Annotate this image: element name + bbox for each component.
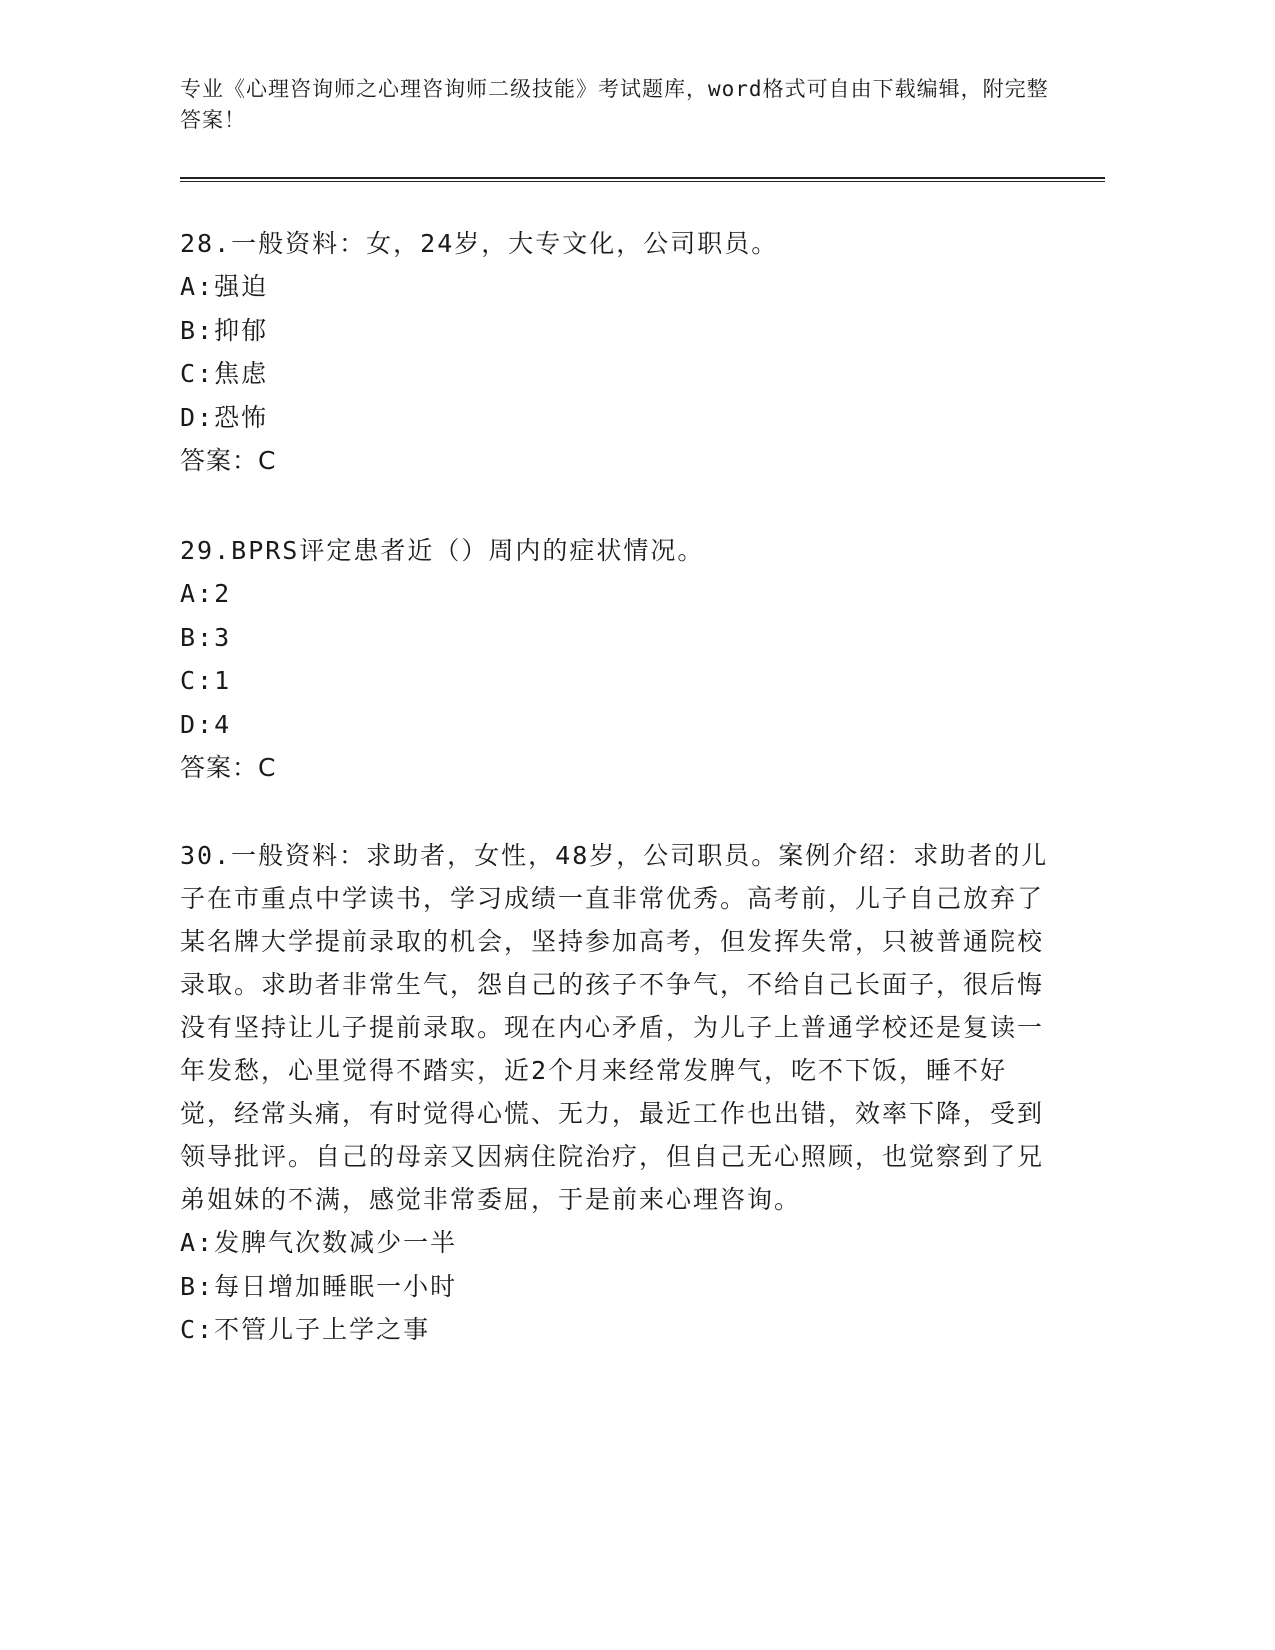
option-b: B:抑郁 [180, 315, 269, 345]
question-stem: 29.BPRS评定患者近（）周内的症状情况。 [180, 536, 705, 565]
answer-label: 答案：C [180, 446, 277, 475]
document-header: 专业《心理咨询师之心理咨询师二级技能》考试题库，word格式可自由下载编辑，附完整答案！ [180, 77, 1049, 132]
option-d: D:4 [180, 709, 232, 739]
question-28 [180, 222, 1050, 483]
header-divider [180, 177, 1105, 182]
option-b: B:每日增加睡眠一小时 [180, 1271, 458, 1301]
option-a: A:发脾气次数减少一半 [180, 1228, 458, 1257]
option-a: A:强迫 [180, 272, 269, 301]
option-c: C:1 [180, 666, 232, 695]
option-a: A:2 [180, 579, 232, 608]
question-30 [180, 834, 1050, 1352]
option-b: B:3 [180, 622, 232, 652]
option-c: C:焦虑 [180, 359, 269, 388]
question-29 [180, 529, 1050, 790]
question-stem: 28.一般资料：女，24岁，大专文化，公司职员。 [180, 229, 779, 258]
question-stem: 30.一般资料：求助者，女性，48岁，公司职员。案例介绍：求助者的儿子在市重点中学读书，学习成绩一直非常优秀。高考前，儿子自己放弃了某名牌大学提前录取的机会，坚持参加高考，但发挥失常，只被普通院校录取。求助者非常生气，怨自己的孩子不争气，不给自己长面子，很后悔没有坚持让儿子提前录取。现在内心矛盾，为儿子上普通学校还是复读一年发愁，心里觉得不踏实，近2个月来经常发脾气，吃不下饭，睡不好觉，经常头痛，有时觉得心慌、无力，最近工作也出错，效率下降，受到领导批评。自己的母亲又因病住院治疗，但自己无心照顾，也觉察到了兄弟姐妹的不满，感觉非常委屈，于是前来心理咨询。 [180, 841, 1049, 1214]
option-c: C:不管儿子上学之事 [180, 1315, 431, 1344]
answer-label: 答案：C [180, 753, 277, 782]
option-d: D:恐怖 [180, 402, 269, 432]
